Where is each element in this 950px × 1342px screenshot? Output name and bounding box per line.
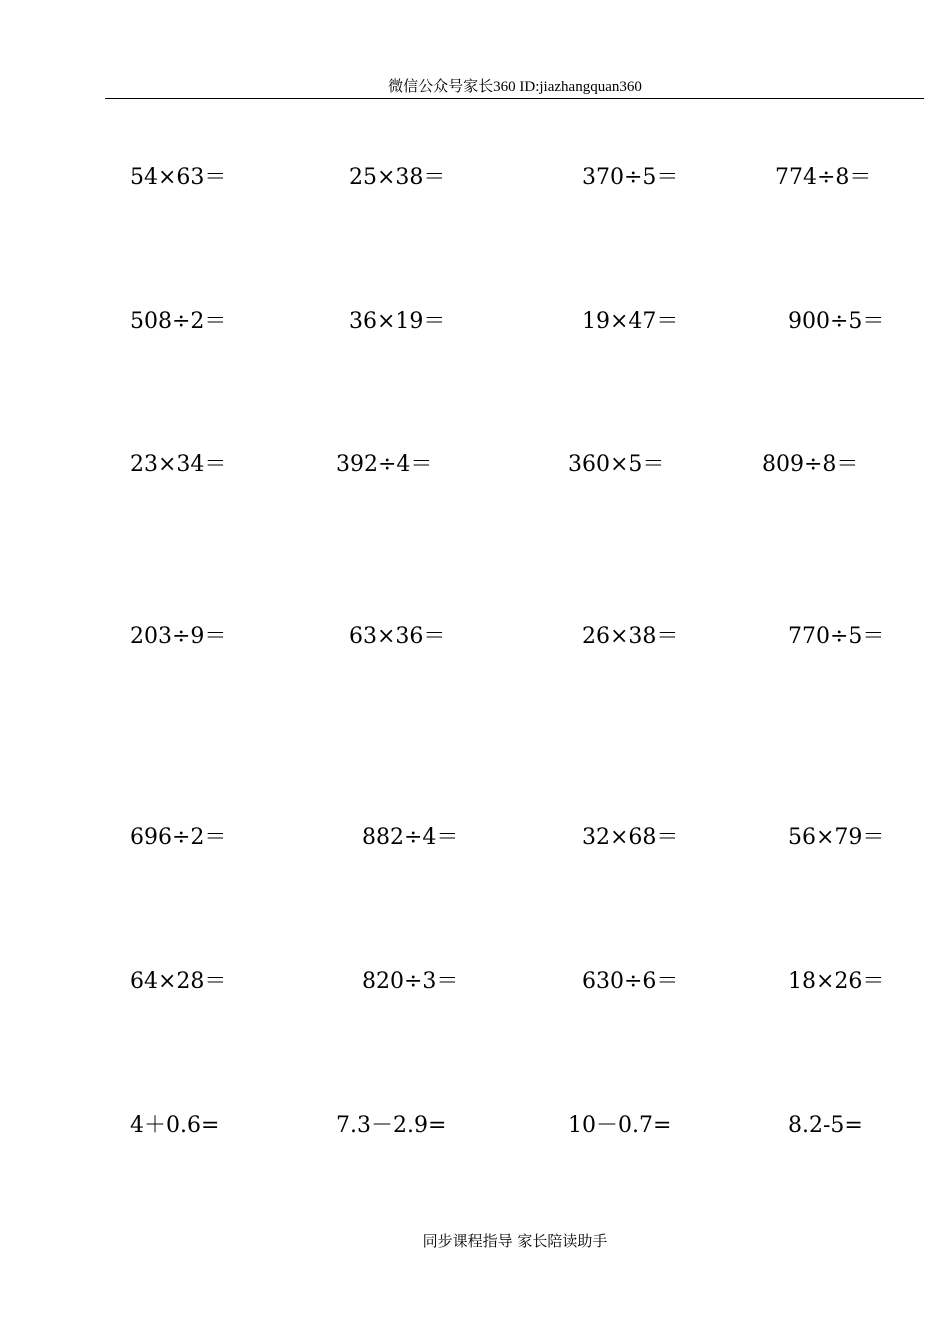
- problem-r2-c3: 19×47＝: [582, 309, 679, 334]
- problem-r6-c4: 18×26＝: [788, 969, 885, 994]
- problem-r7-c4: 8.2-5=: [788, 1113, 863, 1138]
- problem-r3-c1: 23×34＝: [130, 452, 227, 477]
- problem-r5-c3: 32×68＝: [582, 825, 679, 850]
- problem-r4-c3: 26×38＝: [582, 624, 679, 649]
- problem-r1-c1: 54×63＝: [130, 165, 227, 190]
- problem-r2-c2: 36×19＝: [349, 309, 446, 334]
- page-footer: 同步课程指导 家长陪读助手: [422, 1232, 608, 1250]
- problem-r1-c3: 370÷5＝: [582, 165, 679, 190]
- problem-r1-c2: 25×38＝: [349, 165, 446, 190]
- problem-r6-c1: 64×28＝: [130, 969, 227, 994]
- problem-r5-c4: 56×79＝: [788, 825, 885, 850]
- problem-r2-c4: 900÷5＝: [788, 309, 885, 334]
- problem-r7-c1: 4＋0.6=: [130, 1113, 220, 1138]
- problem-r3-c2: 392÷4＝: [336, 452, 433, 477]
- problem-r3-c4: 809÷8＝: [762, 452, 859, 477]
- problem-r6-c3: 630÷6＝: [582, 969, 679, 994]
- page-header: 微信公众号家长360 ID:jiazhangquan360: [388, 79, 642, 95]
- header-divider: [105, 98, 924, 99]
- problem-r4-c2: 63×36＝: [349, 624, 446, 649]
- problem-r7-c3: 10－0.7=: [568, 1113, 672, 1138]
- problem-r5-c1: 696÷2＝: [130, 825, 227, 850]
- problem-r2-c1: 508÷2＝: [130, 309, 227, 334]
- problem-r6-c2: 820÷3＝: [362, 969, 459, 994]
- problem-r4-c1: 203÷9＝: [130, 624, 227, 649]
- problem-r3-c3: 360×5＝: [568, 452, 665, 477]
- problem-r1-c4: 774÷8＝: [775, 165, 872, 190]
- problem-r7-c2: 7.3－2.9=: [336, 1113, 447, 1138]
- problem-r5-c2: 882÷4＝: [362, 825, 459, 850]
- problem-r4-c4: 770÷5＝: [788, 624, 885, 649]
